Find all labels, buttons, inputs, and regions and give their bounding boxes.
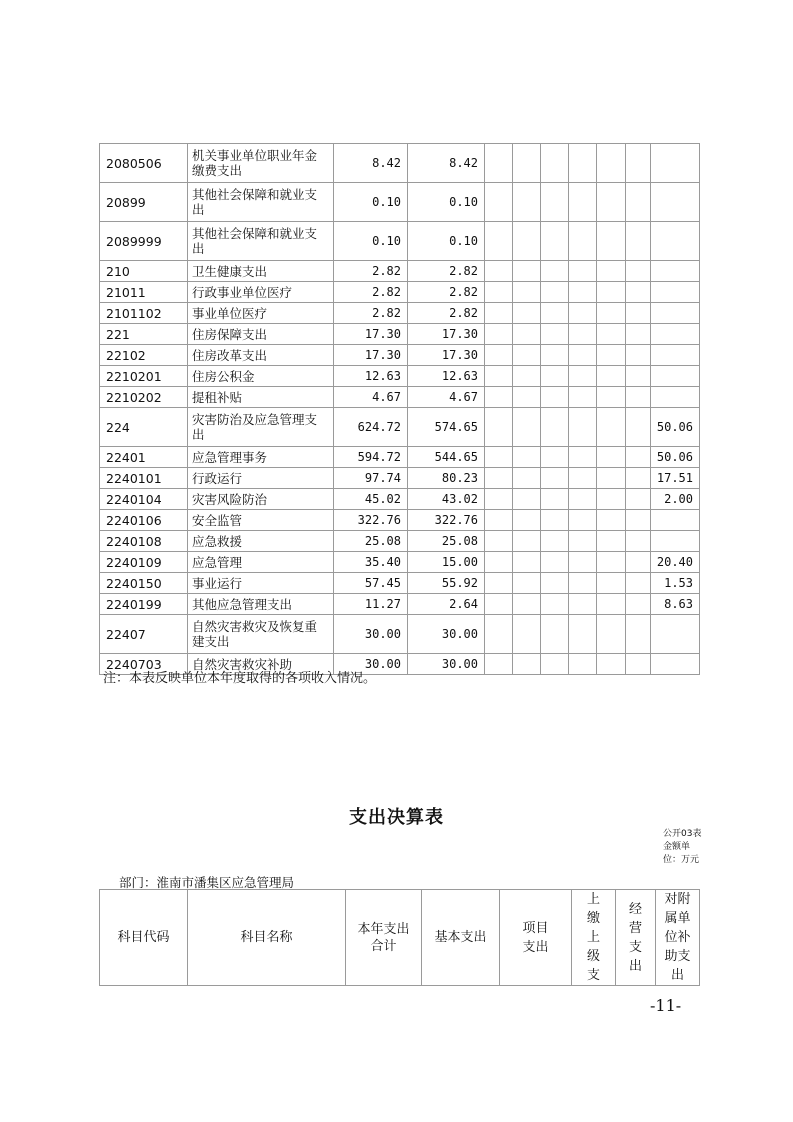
row-empty: [541, 183, 569, 222]
row-total: 45.02: [334, 489, 408, 510]
row-name: 其他社会保障和就业支出: [188, 183, 334, 222]
row-empty: [569, 489, 597, 510]
row-total: 97.74: [334, 468, 408, 489]
row-other: [651, 183, 700, 222]
table-row: [100, 387, 700, 408]
row-empty: [569, 408, 597, 447]
row-empty: [513, 324, 541, 345]
row-name: 灾害防治及应急管理支出: [188, 408, 334, 447]
row-code: 2089999: [100, 222, 188, 261]
row-empty: [513, 531, 541, 552]
row-empty: [597, 654, 626, 675]
row-total: 2.82: [334, 282, 408, 303]
row-code: 2210201: [100, 366, 188, 387]
row-name: 应急管理事务: [188, 447, 334, 468]
row-total: 30.00: [334, 615, 408, 654]
row-name: 灾害风险防治: [188, 489, 334, 510]
row-empty: [485, 366, 513, 387]
row-empty: [597, 510, 626, 531]
row-empty: [513, 222, 541, 261]
row-empty: [485, 654, 513, 675]
row-other: [651, 531, 700, 552]
row-name: 自然灾害救灾补助: [188, 654, 334, 675]
row-code: 224: [100, 408, 188, 447]
row-empty: [569, 615, 597, 654]
row-empty: [626, 447, 651, 468]
row-empty: [597, 573, 626, 594]
expense-table-header: [99, 889, 700, 986]
row-empty: [485, 144, 513, 183]
row-code: 22407: [100, 615, 188, 654]
table-row: [100, 615, 700, 654]
table-note: 注：本表反映单位本年度取得的各项收入情况。: [103, 671, 377, 686]
row-name: 其他应急管理支出: [188, 594, 334, 615]
row-other: [651, 366, 700, 387]
row-basic: 544.65: [408, 447, 485, 468]
row-empty: [541, 594, 569, 615]
row-empty: [485, 303, 513, 324]
row-basic: 0.10: [408, 222, 485, 261]
table-row: [100, 144, 700, 183]
row-empty: [597, 552, 626, 573]
row-basic: 2.64: [408, 594, 485, 615]
table-row: [100, 324, 700, 345]
row-empty: [513, 552, 541, 573]
row-total: 8.42: [334, 144, 408, 183]
row-empty: [597, 594, 626, 615]
row-empty: [485, 489, 513, 510]
row-empty: [597, 366, 626, 387]
row-empty: [541, 366, 569, 387]
row-name: 提租补贴: [188, 387, 334, 408]
row-empty: [569, 387, 597, 408]
row-empty: [626, 144, 651, 183]
row-empty: [569, 282, 597, 303]
row-empty: [569, 222, 597, 261]
row-name: 自然灾害救灾及恢复重建支出: [188, 615, 334, 654]
row-code: 2080506: [100, 144, 188, 183]
row-empty: [626, 303, 651, 324]
row-name: 安全监管: [188, 510, 334, 531]
department-label: 部门：淮南市潘集区应急管理局: [119, 875, 295, 890]
row-empty: [513, 303, 541, 324]
row-empty: [541, 408, 569, 447]
row-empty: [541, 144, 569, 183]
row-code: 2240109: [100, 552, 188, 573]
row-empty: [485, 408, 513, 447]
row-total: 12.63: [334, 366, 408, 387]
row-basic: 25.08: [408, 531, 485, 552]
row-empty: [626, 510, 651, 531]
table-row: [100, 345, 700, 366]
row-empty: [541, 489, 569, 510]
row-empty: [597, 489, 626, 510]
row-empty: [485, 594, 513, 615]
row-empty: [541, 387, 569, 408]
table-row: [100, 408, 700, 447]
row-empty: [541, 282, 569, 303]
row-empty: [626, 387, 651, 408]
row-empty: [485, 387, 513, 408]
row-empty: [485, 324, 513, 345]
row-empty: [626, 222, 651, 261]
row-empty: [626, 654, 651, 675]
row-other: 2.00: [651, 489, 700, 510]
row-empty: [541, 222, 569, 261]
row-code: 221: [100, 324, 188, 345]
row-empty: [513, 408, 541, 447]
row-code: 2240199: [100, 594, 188, 615]
row-basic: 12.63: [408, 366, 485, 387]
row-empty: [569, 324, 597, 345]
row-code: 20899: [100, 183, 188, 222]
row-other: [651, 654, 700, 675]
row-code: 2240101: [100, 468, 188, 489]
row-empty: [569, 144, 597, 183]
row-empty: [513, 387, 541, 408]
row-code: 2240104: [100, 489, 188, 510]
row-other: 20.40: [651, 552, 700, 573]
row-basic: 4.67: [408, 387, 485, 408]
header-name: 科目名称: [188, 890, 346, 986]
table-row: [100, 468, 700, 489]
row-name: 应急管理: [188, 552, 334, 573]
row-empty: [485, 468, 513, 489]
row-empty: [541, 468, 569, 489]
row-empty: [626, 573, 651, 594]
table-row: [100, 573, 700, 594]
row-basic: 322.76: [408, 510, 485, 531]
row-code: 2240703: [100, 654, 188, 675]
row-other: 50.06: [651, 447, 700, 468]
row-name: 行政运行: [188, 468, 334, 489]
row-total: 17.30: [334, 345, 408, 366]
header-code: 科目代码: [100, 890, 188, 986]
row-empty: [569, 510, 597, 531]
row-empty: [513, 282, 541, 303]
row-other: [651, 222, 700, 261]
row-empty: [626, 324, 651, 345]
row-basic: 80.23: [408, 468, 485, 489]
table-row: [100, 183, 700, 222]
header-project: 项目支出: [500, 890, 572, 986]
row-empty: [513, 654, 541, 675]
row-empty: [597, 303, 626, 324]
row-other: 8.63: [651, 594, 700, 615]
row-code: 22102: [100, 345, 188, 366]
row-empty: [541, 552, 569, 573]
row-name: 其他社会保障和就业支出: [188, 222, 334, 261]
table-row: [100, 366, 700, 387]
row-empty: [569, 366, 597, 387]
row-empty: [597, 615, 626, 654]
row-name: 住房保障支出: [188, 324, 334, 345]
row-empty: [626, 615, 651, 654]
table-row: [100, 261, 700, 282]
row-basic: 30.00: [408, 654, 485, 675]
row-other: 1.53: [651, 573, 700, 594]
row-empty: [513, 594, 541, 615]
row-empty: [626, 282, 651, 303]
row-name: 事业单位医疗: [188, 303, 334, 324]
row-code: 2101102: [100, 303, 188, 324]
row-code: 2240150: [100, 573, 188, 594]
row-empty: [541, 447, 569, 468]
header-operation: 经营支出: [616, 890, 656, 986]
row-total: 30.00: [334, 654, 408, 675]
row-empty: [485, 531, 513, 552]
row-code: 21011: [100, 282, 188, 303]
row-empty: [597, 282, 626, 303]
row-empty: [513, 366, 541, 387]
table-row: [100, 531, 700, 552]
row-total: 322.76: [334, 510, 408, 531]
row-empty: [626, 183, 651, 222]
row-basic: 17.30: [408, 345, 485, 366]
row-empty: [626, 489, 651, 510]
table-row: [100, 303, 700, 324]
row-empty: [569, 552, 597, 573]
row-empty: [569, 654, 597, 675]
row-empty: [485, 345, 513, 366]
row-empty: [569, 468, 597, 489]
row-empty: [513, 510, 541, 531]
row-empty: [485, 510, 513, 531]
row-basic: 2.82: [408, 261, 485, 282]
page-title: 支出决算表: [349, 807, 444, 828]
row-empty: [513, 468, 541, 489]
row-name: 机关事业单位职业年金缴费支出: [188, 144, 334, 183]
row-other: [651, 282, 700, 303]
row-total: 2.82: [334, 261, 408, 282]
table-row: [100, 447, 700, 468]
row-empty: [597, 468, 626, 489]
row-basic: 2.82: [408, 303, 485, 324]
row-empty: [513, 615, 541, 654]
row-empty: [626, 366, 651, 387]
table-row: [100, 552, 700, 573]
row-empty: [569, 303, 597, 324]
row-empty: [597, 408, 626, 447]
row-other: [651, 144, 700, 183]
row-name: 行政事业单位医疗: [188, 282, 334, 303]
row-other: [651, 615, 700, 654]
row-other: [651, 324, 700, 345]
row-basic: 30.00: [408, 615, 485, 654]
row-empty: [626, 531, 651, 552]
row-total: 594.72: [334, 447, 408, 468]
row-empty: [626, 552, 651, 573]
row-empty: [597, 345, 626, 366]
row-code: 2240106: [100, 510, 188, 531]
row-empty: [541, 303, 569, 324]
row-empty: [513, 261, 541, 282]
row-code: 210: [100, 261, 188, 282]
row-total: 624.72: [334, 408, 408, 447]
row-empty: [541, 654, 569, 675]
row-other: 50.06: [651, 408, 700, 447]
row-empty: [597, 222, 626, 261]
row-empty: [541, 261, 569, 282]
row-empty: [485, 183, 513, 222]
disclosure-label: 公开03表金额单位：万元: [663, 829, 702, 865]
row-total: 35.40: [334, 552, 408, 573]
table-row: [100, 222, 700, 261]
row-empty: [485, 282, 513, 303]
row-empty: [626, 261, 651, 282]
table-row: [100, 510, 700, 531]
page-number: -11-: [650, 996, 682, 1015]
row-other: [651, 261, 700, 282]
row-empty: [626, 408, 651, 447]
row-empty: [597, 531, 626, 552]
row-total: 0.10: [334, 183, 408, 222]
row-empty: [597, 183, 626, 222]
row-empty: [513, 447, 541, 468]
row-empty: [597, 447, 626, 468]
row-empty: [541, 615, 569, 654]
table-row: [100, 282, 700, 303]
row-basic: 17.30: [408, 324, 485, 345]
row-empty: [569, 183, 597, 222]
income-table: [99, 143, 700, 675]
row-other: [651, 510, 700, 531]
row-basic: 2.82: [408, 282, 485, 303]
row-empty: [569, 345, 597, 366]
row-total: 57.45: [334, 573, 408, 594]
row-empty: [541, 345, 569, 366]
row-empty: [541, 324, 569, 345]
row-empty: [626, 345, 651, 366]
row-empty: [569, 531, 597, 552]
row-total: 2.82: [334, 303, 408, 324]
row-empty: [513, 345, 541, 366]
row-basic: 15.00: [408, 552, 485, 573]
row-empty: [597, 387, 626, 408]
header-subsidiary: 对附属单位补助支出: [656, 890, 700, 986]
row-name: 事业运行: [188, 573, 334, 594]
row-name: 住房公积金: [188, 366, 334, 387]
row-empty: [597, 261, 626, 282]
table-row: [100, 594, 700, 615]
row-name: 住房改革支出: [188, 345, 334, 366]
row-basic: 43.02: [408, 489, 485, 510]
table-row: [100, 489, 700, 510]
row-empty: [513, 144, 541, 183]
row-empty: [569, 594, 597, 615]
row-empty: [513, 489, 541, 510]
row-other: [651, 387, 700, 408]
row-empty: [485, 615, 513, 654]
row-total: 17.30: [334, 324, 408, 345]
row-code: 2210202: [100, 387, 188, 408]
row-empty: [541, 573, 569, 594]
row-empty: [626, 594, 651, 615]
row-empty: [513, 183, 541, 222]
row-total: 25.08: [334, 531, 408, 552]
row-empty: [569, 573, 597, 594]
row-basic: 8.42: [408, 144, 485, 183]
row-empty: [541, 531, 569, 552]
row-total: 11.27: [334, 594, 408, 615]
row-total: 0.10: [334, 222, 408, 261]
header-basic: 基本支出: [422, 890, 500, 986]
header-upper: 上缴上级支: [572, 890, 616, 986]
row-empty: [569, 447, 597, 468]
row-empty: [569, 261, 597, 282]
row-basic: 55.92: [408, 573, 485, 594]
row-other: 17.51: [651, 468, 700, 489]
row-empty: [485, 261, 513, 282]
row-code: 22401: [100, 447, 188, 468]
row-empty: [597, 144, 626, 183]
row-empty: [541, 510, 569, 531]
row-empty: [626, 468, 651, 489]
row-name: 卫生健康支出: [188, 261, 334, 282]
row-empty: [485, 552, 513, 573]
header-total: 本年支出合计: [346, 890, 422, 986]
row-empty: [513, 573, 541, 594]
row-name: 应急救援: [188, 531, 334, 552]
row-other: [651, 345, 700, 366]
row-total: 4.67: [334, 387, 408, 408]
row-code: 2240108: [100, 531, 188, 552]
row-empty: [485, 447, 513, 468]
row-empty: [485, 573, 513, 594]
row-empty: [485, 222, 513, 261]
row-basic: 574.65: [408, 408, 485, 447]
row-other: [651, 303, 700, 324]
row-basic: 0.10: [408, 183, 485, 222]
row-empty: [597, 324, 626, 345]
